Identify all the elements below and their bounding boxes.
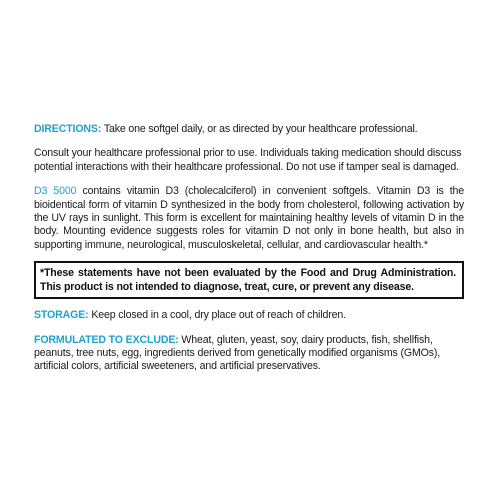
description-paragraph [34,185,464,252]
directions-heading: DIRECTIONS: [34,123,102,135]
consult-paragraph: Consult your healthcare professional prior to use. Individuals taking medication should discuss potential interactions with their healthcare professional. Do not use if tamper seal is damaged. [34,147,462,173]
fda-disclaimer-box: *These statements have not been evaluated by the Food and Drug Administration. This product is not intended to diagnose, treat, cure, or prevent any disease. [34,261,464,299]
storage-text: Keep closed in a cool, dry place out of reach of children. [88,309,346,322]
storage-paragraph [34,309,464,322]
storage-heading: STORAGE: [34,309,89,322]
description-text: contains vitamin D3 (cholecalciferol) in convenient softgels. Vitamin D3 is the bioidentical form of vitamin D synthesized in the body from cholesterol, following activation by the UV rays in sunlight. This form is excellent for maintaining healthy levels of vitamin D in the body. Mounting evidence suggests roles for vitamin D not only in bone health, but also in supporting immune, neurological, musculoskeletal, cellular, and cardiovascular health.* [34,185,464,251]
exclude-text: Wheat, gluten, yeast, soy, dairy products, fish, shellfish, peanuts, tree nuts, egg, ingredients derived from genetically modified organisms (GMOs), artificial colors, artificial sweeteners, and artificial preservatives. [34,333,441,373]
label-text-panel [34,123,464,374]
exclude-paragraph [34,334,464,374]
product-name: D3 5000 [34,185,77,198]
directions-paragraph [34,123,464,136]
directions-text: Take one softgel daily, or as directed by your healthcare professional. [101,123,418,135]
exclude-heading: FORMULATED TO EXCLUDE: [34,333,179,346]
